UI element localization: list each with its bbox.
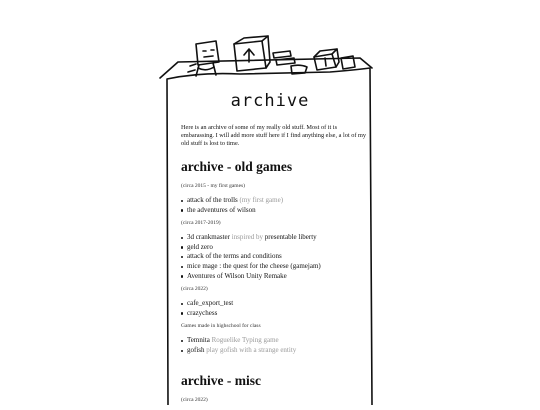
game-list: [181, 196, 367, 215]
section-heading-misc: archive - misc: [181, 372, 261, 388]
list-item[interactable]: attack of the trolls (my first game): [181, 196, 367, 206]
era-label: (circa 2022): [181, 286, 208, 293]
section-heading-games: archive - old games: [181, 159, 293, 174]
list-item[interactable]: 3d crankmaster inspired by presentable liberty: [181, 233, 367, 243]
list-item[interactable]: attack of the terms and conditions: [181, 252, 367, 262]
game-list: [181, 233, 367, 281]
game-list: [181, 299, 367, 318]
list-item[interactable]: mice mage : the quest for the cheese (gamejam): [181, 262, 367, 272]
list-item[interactable]: cafe_export_test: [181, 299, 367, 309]
box-doodle: [234, 36, 270, 71]
era-label: (circa 2022): [181, 396, 208, 403]
list-item[interactable]: gofish play gofish with a strange entity: [181, 346, 367, 356]
game-list: [181, 336, 367, 355]
intro-paragraph: Here is an archive of some of my really old stuff. Most of it is embarassing. I will add more stuff here if I find anything else, a lot of my old stuff is lost to time.: [181, 124, 367, 147]
list-item[interactable]: the adventures of wilson: [181, 206, 367, 216]
era-label: (circa 2017-2019): [181, 220, 221, 227]
character-doodle: [188, 41, 219, 76]
era-label: Games made in highschool for class: [181, 323, 261, 330]
archive-content: [181, 124, 367, 410]
list-item[interactable]: Temnita Roguelike Typing game: [181, 336, 367, 346]
list-item[interactable]: crazychess: [181, 309, 367, 319]
books-doodle: [273, 51, 307, 74]
era-label: (circa 2015 - my first games): [181, 183, 245, 189]
page-title: archive: [230, 91, 310, 111]
list-item[interactable]: geld zero: [181, 243, 367, 253]
list-item[interactable]: Aventures of Wilson Unity Remake: [181, 272, 367, 282]
